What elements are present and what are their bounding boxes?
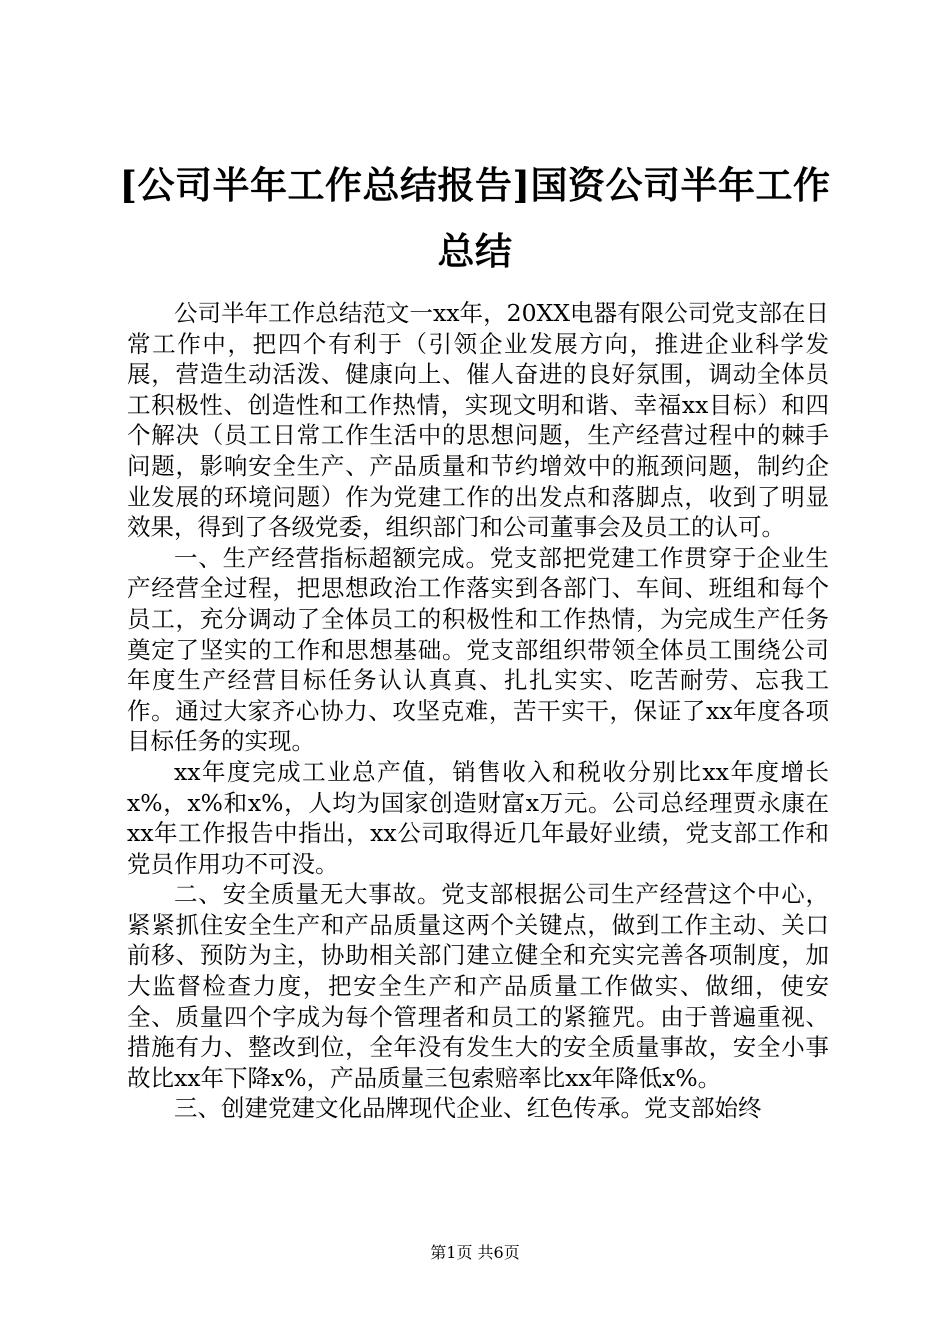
paragraph-section-1: 一、生产经营指标超额完成。党支部把党建工作贯穿于企业生产经营全过程，把思想政治工作落实到各部门、车间、班组和每个员工，充分调动了全体员工的积极性和工作热情，为完成生产任务奠定了坚实的工作和思想基础。党支部组织带领全体员工围绕公司年度生产经营目标任务认认真真、扎扎实实、吃苦耐劳、忘我工作。通过大家齐心协力、攻坚克难，苦干实干，保证了xx年度各项目标任务的实现。 [127,543,829,756]
paragraph-intro: 公司半年工作总结范文一xx年，20XX电器有限公司党支部在日常工作中，把四个有利于（引领企业发展方向，推进企业科学发展，营造生动活泼、健康向上、催人奋进的良好氛围，调动全体员工积极性、创造性和工作热情，实现文明和谐、幸福xx目标）和四个解决（员工日常工作生活中的思想问题，生产经营过程中的棘手问题，影响安全生产、产品质量和节约增效中的瓶颈问题，制约企业发展的环境问题）作为党建工作的出发点和落脚点，收到了明显效果，得到了各级党委，组织部门和公司董事会及员工的认可。 [127,299,829,542]
paragraph-section-3: 三、创建党建文化品牌现代企业、红色传承。党支部始终 [174,1094,762,1123]
paragraph-output-figures: xx年度完成工业总产值，销售收入和税收分别比xx年度增长x%，x%和x%，人均为国家创造财富x万元。公司总经理贾永康在xx年工作报告中指出，xx公司取得近几年最好业绩，党支部工作和党员作用功不可没。 [127,757,829,878]
page-footer: 第1页 共6页 [430,1243,520,1262]
document-body [127,298,829,1124]
paragraph-section-2: 二、安全质量无大事故。党支部根据公司生产经营这个中心，紧紧抓住安全生产和产品质量这两个关键点，做到工作主动、关口前移、预防为主，协助相关部门建立健全和充实完善各项制度，加大监督检查力度，把安全生产和产品质量工作做实、做细，使安全、质量四个字成为每个管理者和员工的紧箍咒。由于普遍重视、措施有力、整改到位，全年没有发生大的安全质量事故，安全小事故比xx年下降x%，产品质量三包索赔率比xx年降低x%。 [127,880,829,1092]
document-title: [公司半年工作总结报告]国资公司半年工作总结 [119,163,831,273]
